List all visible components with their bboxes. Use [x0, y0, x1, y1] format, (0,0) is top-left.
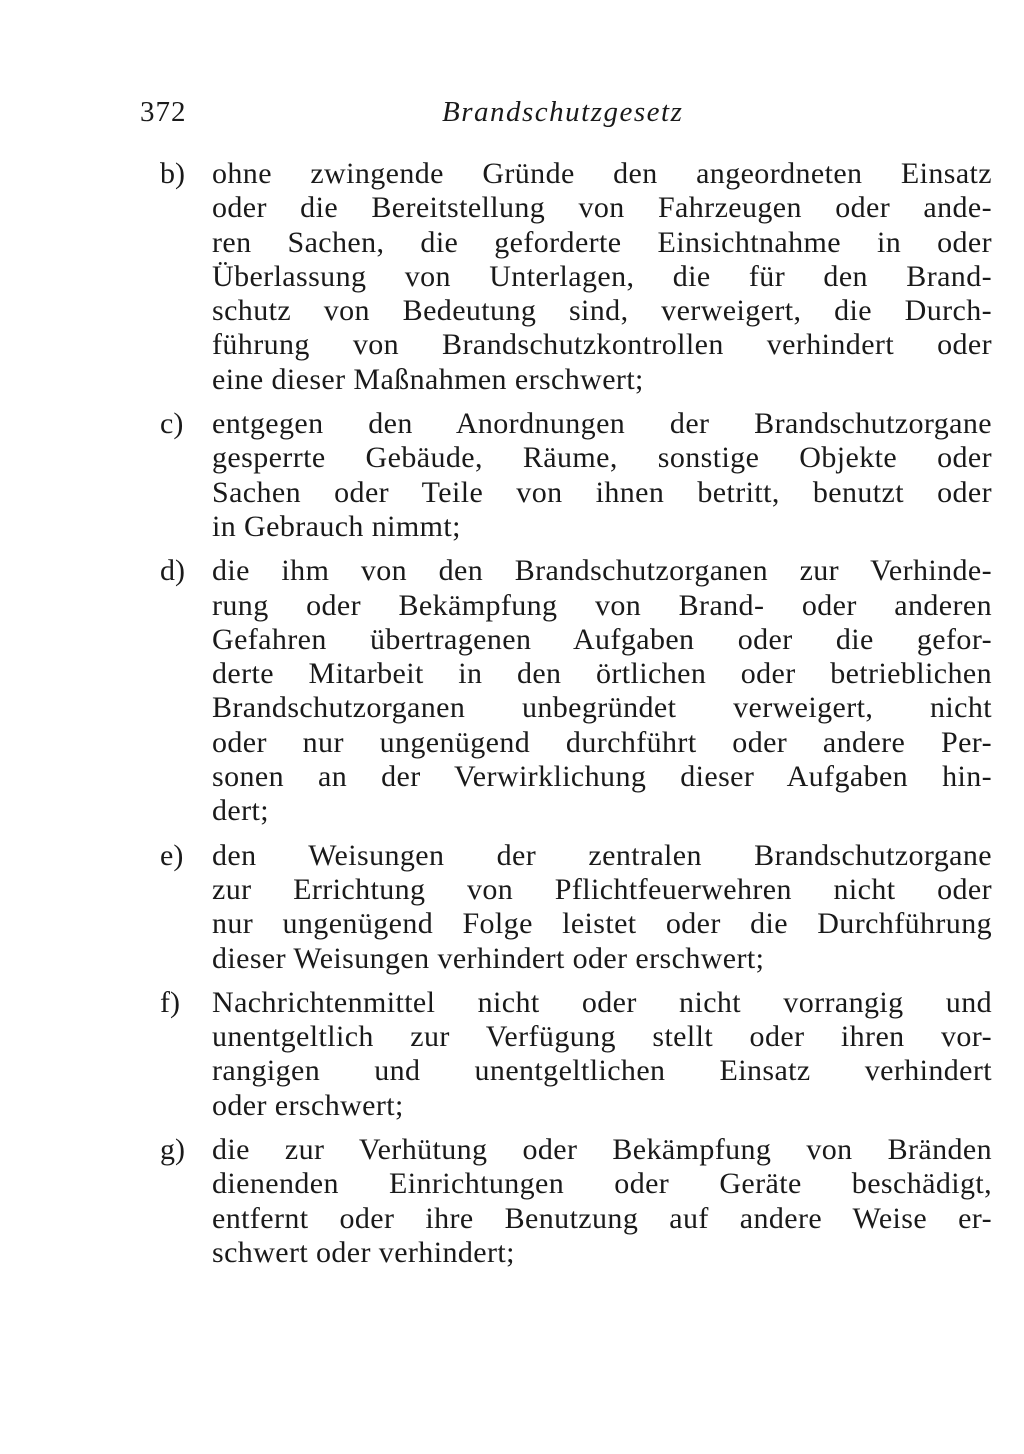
text-line: Nachrichtenmittel nicht oder nicht vorrangig und: [212, 985, 992, 1019]
text-line: eine dieser Maßnahmen erschwert;: [212, 362, 644, 396]
text-line: die zur Verhütung oder Bekämpfung von Bränden: [212, 1133, 992, 1167]
text-line: oder die Bereitstellung von Fahrzeugen oder ande-: [212, 191, 992, 225]
enumerated-list: [160, 157, 992, 1280]
text-line: ren Sachen, die geforderte Einsichtnahme in oder: [212, 225, 992, 259]
text-line: ohne zwingende Gründe den angeordneten Einsatz: [212, 157, 992, 190]
text-line: sonen an der Verwirklichung dieser Aufgaben hin-: [212, 760, 992, 794]
list-item: [160, 407, 992, 544]
text-line: dienenden Einrichtungen oder Geräte beschädigt,: [212, 1167, 992, 1201]
list-item-label: c): [160, 407, 184, 441]
text-line: rangigen und unentgeltlichen Einsatz verhindert: [212, 1054, 992, 1088]
text-line: in Gebrauch nimmt;: [212, 509, 461, 543]
text-line: Gefahren übertragenen Aufgaben oder die gefor-: [212, 622, 992, 656]
text-line: oder erschwert;: [212, 1088, 404, 1122]
list-item: [160, 1133, 992, 1270]
text-line: gesperrte Gebäude, Räume, sonstige Objekte oder: [212, 441, 992, 475]
text-line: zur Errichtung von Pflichtfeuerwehren nicht oder: [212, 872, 992, 906]
text-line: schutz von Bedeutung sind, verweigert, die Durch-: [212, 294, 992, 328]
text-line: Brandschutzorganen unbegründet verweigert, nicht: [212, 691, 992, 725]
text-line: unentgeltlich zur Verfügung stellt oder ihren vor-: [212, 1020, 992, 1054]
text-line: derte Mitarbeit in den örtlichen oder betrieblichen: [212, 657, 992, 691]
list-item: [160, 554, 992, 828]
text-line: Sachen oder Teile von ihnen betritt, benutzt oder: [212, 475, 992, 509]
text-line: rung oder Bekämpfung von Brand- oder anderen: [212, 588, 992, 622]
page-number: 372: [140, 96, 187, 128]
list-item-label: f): [160, 985, 180, 1019]
text-line: dieser Weisungen verhindert oder erschwert;: [212, 941, 765, 975]
list-item-label: g): [160, 1133, 185, 1167]
text-line: die ihm von den Brandschutzorganen zur Verhinde-: [212, 554, 992, 588]
text-line: führung von Brandschutzkontrollen verhindert oder: [212, 328, 992, 362]
list-item-label: d): [160, 554, 185, 588]
text-line: oder nur ungenügend durchführt oder andere Per-: [212, 725, 992, 759]
page-header: [140, 96, 990, 136]
list-item: [160, 157, 992, 397]
text-line: entgegen den Anordnungen der Brandschutzorgane: [212, 407, 992, 441]
list-item: [160, 986, 992, 1123]
text-line: schwert oder verhindert;: [212, 1235, 515, 1269]
list-item: [160, 839, 992, 976]
running-title: Brandschutzgesetz: [442, 96, 684, 128]
text-line: entfernt oder ihre Benutzung auf andere Weise er-: [212, 1201, 992, 1235]
list-item-label: b): [160, 157, 185, 190]
text-line: Überlassung von Unterlagen, die für den Brand-: [212, 259, 992, 293]
text-line: den Weisungen der zentralen Brandschutzorgane: [212, 838, 992, 872]
list-item-label: e): [160, 838, 184, 872]
text-line: dert;: [212, 794, 269, 828]
text-line: nur ungenügend Folge leistet oder die Durchführung: [212, 907, 992, 941]
